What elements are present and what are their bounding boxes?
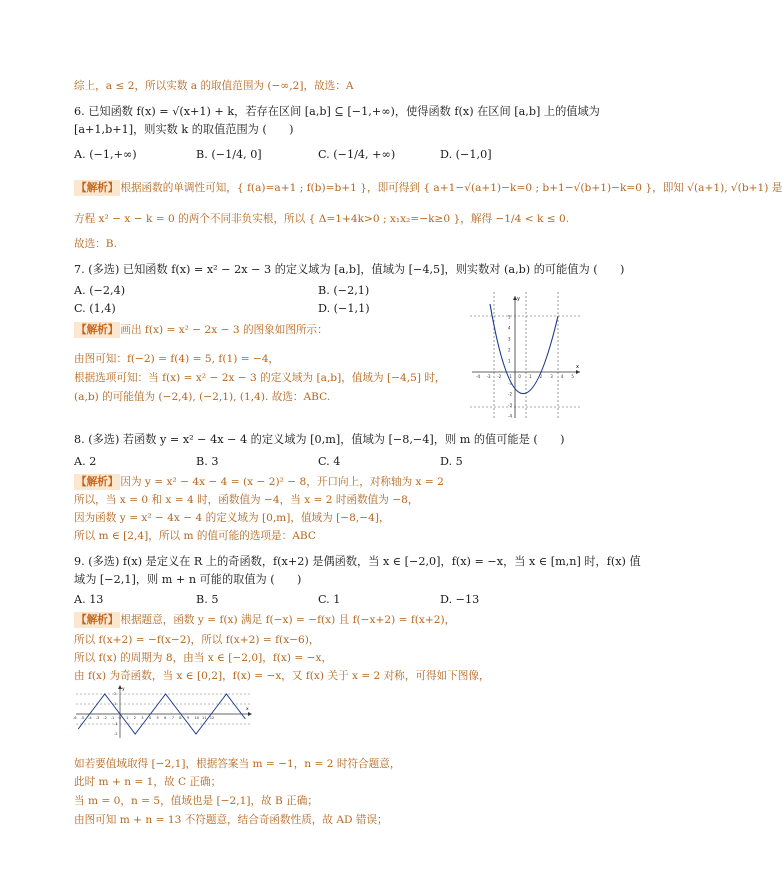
q7-stem: 7. (多选) 已知函数 f(x) = x² − 2x − 3 的定义域为 [a,b]，值域为 [−4,5]，则实数对 (a,b) 的可能值为 ( ) [74,263,625,276]
q7-option-a: A. (−2,4) [74,284,126,297]
solution-tag: 【解析】 [76,476,119,488]
parabola-curve [490,304,558,394]
x-tick-label: 3 [141,716,144,720]
x-tick-label: 9 [186,716,190,720]
q9-solution-line2: 所以 f(x+2) = −f(x−2)，所以 f(x+2) = f(x−6)， [74,634,320,646]
q9-solution-line4: 由 f(x) 为奇函数，当 x ∈ [0,2]，f(x) = −x，又 f(x) 关于 x = 2 对称，可得如下图像， [74,670,490,682]
x-axis-label: x [576,364,579,370]
q7-parabola-graph [470,292,582,420]
x-tick-label: 7 [171,716,174,720]
y-tick-label: -3 [508,402,512,408]
q6-option-c: C. (−1/4, +∞) [318,148,396,161]
q6-option-d: D. (−1,0] [440,148,492,161]
y-tick-label: 2 [114,692,117,697]
x-tick-label: -2 [103,716,107,720]
y-tick-label: -4 [508,413,512,419]
y-tick-label: -2 [114,732,118,737]
x-tick-label: -1 [507,374,512,379]
q6-stem-line1: 6. 已知函数 f(x) = √(x+1) + k，若存在区间 [a,b] ⊆ [−1,+∞)，使得函数 f(x) 在区间 [a,b] 上的值域为 [74,105,600,118]
q9-periodic-graph [74,684,254,740]
x-tick-label: 11 [202,716,207,720]
x-tick-label: -3 [486,374,491,379]
y-tick-label: 1 [508,358,511,364]
q8-stem: 8. (多选) 若函数 y = x² − 4x − 4 的定义域为 [0,m]，值域为 [−8,−4]，则 m 的值可能是 ( ) [74,433,565,446]
q7-option-b: B. (−2,1) [318,284,370,297]
q9-solution-line5: 如若要值域取得 [−2,1]，根据答案当 m = −1，n = 2 时符合题意， [74,758,401,770]
solution-tag: 【解析】 [76,182,119,194]
q6-solution-line1: 【解析】 根据函数的单调性可知，{ f(a)=a+1 ; f(b)=b+1 }，即可得到 { a+1−√(a+1)−k=0 ; b+1−√(b+1)−k=0 }，即知 √(a+1), √(b+1) 是 [76,182,782,194]
x-tick-label: -4 [88,716,92,720]
x-tick-label: 0 [518,374,521,379]
x-tick-label: -1 [110,716,115,720]
q8-solution-line2: 所以，当 x = 0 和 x = 4 时，函数值为 −4，当 x = 2 时函数值为 −8， [74,494,419,506]
x-tick-label: 8 [179,716,182,720]
x-tick-label: 6 [164,716,167,720]
x-tick-label: 2 [539,374,543,379]
q7-solution-line2: 由图可知：f(−2) = f(4) = 5, f(1) = −4， [74,353,280,365]
y-tick-label: -1 [114,722,118,727]
y-tick-label: -2 [508,391,512,397]
x-tick-label: -2 [497,374,502,379]
x-tick-label: 4 [560,374,564,379]
q7-solution-line4: (a,b) 的可能值为 (−2,4), (−2,1), (1,4). 故选：ABC. [74,391,331,403]
q8-solution-line1: 【解析】 因为 y = x² − 4x − 4 = (x − 2)² − 8，开口向上，对称轴为 x = 2 [76,476,444,488]
q9-option-b: B. 5 [196,593,219,606]
x-tick-label: 5 [571,374,574,379]
y-tick-label: -1 [508,380,512,386]
q9-option-d: D. −13 [440,593,480,606]
prev-conclusion: 综上，a ≤ 2，所以实数 a 的取值范围为 (−∞,2]，故选：A [74,80,354,92]
q7-solution-line3: 根据选项可知：当 f(x) = x² − 2x − 3 的定义域为 [a,b]，值域为 [−4,5] 时， [74,372,446,384]
q8-solution-line3: 因为函数 y = x² − 4x − 4 的定义域为 [0,m]，值域为 [−8,−4]， [74,512,390,524]
q7-solution-line1: 【解析】 画出 f(x) = x² − 2x − 3 的图象如图所示： [76,324,328,336]
x-tick-label: -5 [80,716,85,720]
q7-option-c: C. (1,4) [74,302,116,315]
x-tick-label: 5 [156,716,159,720]
q8-solution-line4: 所以 m ∈ [2,4]，所以 m 的值可能的选项是：ABC [74,530,316,542]
q8-option-b: B. 3 [196,455,219,468]
q9-stem-line2: 域为 [−2,1]，则 m + n 可能的取值为 ( ) [74,573,302,586]
x-tick-label: 2 [133,716,136,720]
y-tick-label: 1 [114,702,117,707]
x-tick-label: 10 [194,716,200,720]
q8-option-d: D. 5 [440,455,463,468]
x-tick-label: -3 [95,716,100,720]
x-tick-label: 1 [126,716,129,720]
q6-solution-line3: 故选：B. [74,238,117,250]
q9-option-c: C. 1 [318,593,341,606]
q9-solution-line3: 所以 f(x) 的周期为 8，由当 x ∈ [−2,0]，f(x) = −x， [74,652,333,664]
q9-solution-line8: 由图可知 m + n = 13 不符题意，结合奇函数性质，故 AD 错误； [74,814,388,826]
q9-solution-line6: 此时 m + n = 1，故 C 正确； [74,776,222,788]
y-tick-label: 5 [508,314,511,320]
q6-option-a: A. (−1,+∞) [74,148,137,161]
x-tick-label: O [118,716,122,720]
q6-stem-line2: [a+1,b+1]，则实数 k 的取值范围为 ( ) [74,123,294,136]
solution-tag: 【解析】 [76,614,119,626]
y-axis-label: y [517,296,520,302]
x-tick-label: -4 [476,374,480,379]
y-axis-label: y [122,687,125,692]
y-tick-label: 2 [508,347,511,353]
x-tick-label: 12 [209,716,215,720]
y-tick-label: 4 [508,325,511,331]
y-tick-label: 3 [508,336,511,342]
q9-solution-line7: 当 m = 0，n = 5，值域也是 [−2,1]，故 B 正确； [74,795,318,807]
solution-tag: 【解析】 [76,324,119,336]
q8-option-c: C. 4 [318,455,341,468]
q9-stem-line1: 9. (多选) f(x) 是定义在 R 上的奇函数，f(x+2) 是偶函数，当 x ∈ [−2,0]，f(x) = −x，当 x ∈ [m,n] 时，f(x) 值 [74,555,641,568]
q9-option-a: A. 13 [74,593,104,606]
x-tick-label: 3 [550,374,553,379]
q8-option-a: A. 2 [74,455,97,468]
q9-solution-line1: 【解析】 根据题意，函数 y = f(x) 满足 f(−x) = −f(x) 且 f(−x+2) = f(x+2)， [76,614,456,626]
x-tick-label: -6 [72,716,77,720]
x-tick-label: 1 [529,374,532,379]
q6-solution-line2: 方程 x² − x − k = 0 的两个不同非负实根，所以 { Δ=1+4k>0 ; x₁x₂=−k≥0 }，解得 −1/4 < k ≤ 0. [74,213,570,225]
q6-option-b: B. (−1/4, 0] [196,148,262,161]
x-axis-label: x [246,707,249,712]
x-tick-label: 4 [148,716,152,720]
q7-option-d: D. (−1,1) [318,302,370,315]
